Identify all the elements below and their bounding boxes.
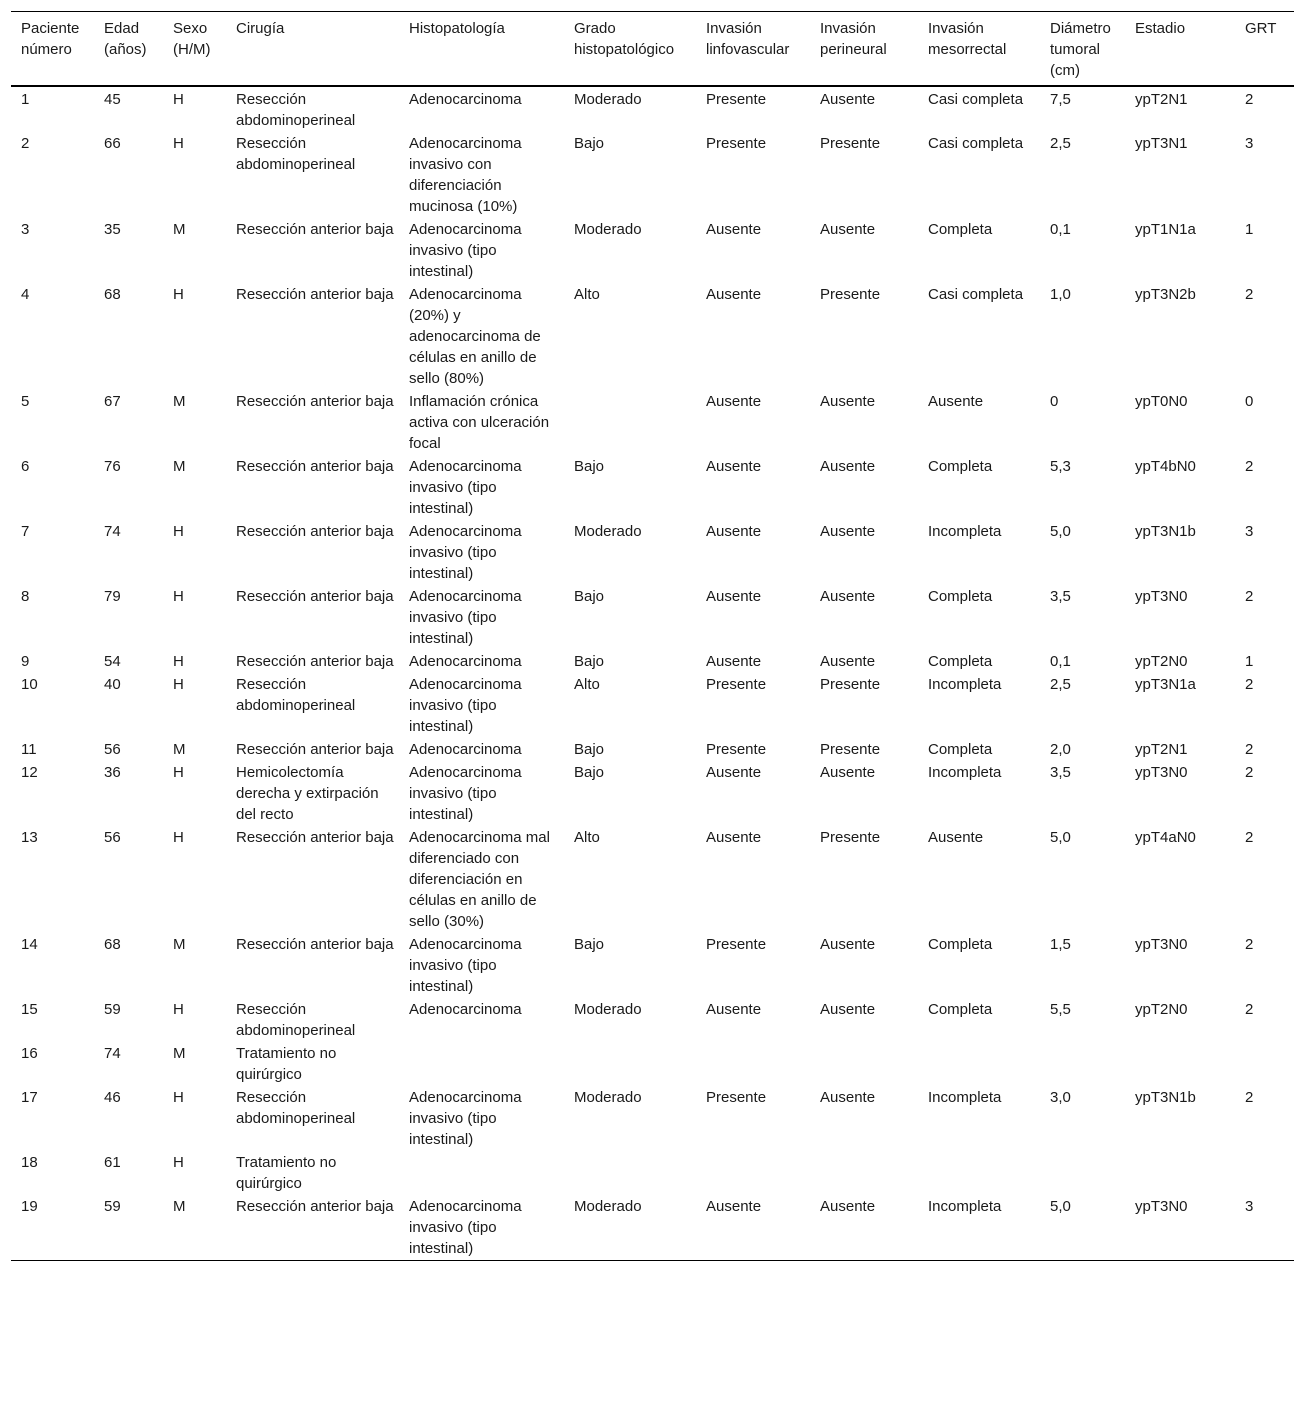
header-surgery: Cirugía xyxy=(236,20,285,37)
cell-grt: 2 xyxy=(1245,764,1254,781)
cell-stage xyxy=(1125,1042,1235,1086)
cell-tumor-diameter: 3,0 xyxy=(1050,1089,1071,1106)
table-body xyxy=(11,86,1294,1261)
table-row xyxy=(11,650,1294,673)
cell-sex: H xyxy=(173,286,184,303)
cell-lymphovascular: Ausente xyxy=(706,1001,762,1018)
cell-stage: ypT4bN0 xyxy=(1135,458,1196,475)
cell-histopathology: Inflamación crónica activa con ulceración focal xyxy=(409,393,550,452)
cell-histopathology: Adenocarcinoma invasivo (tipo intestinal) xyxy=(409,676,522,735)
cell-lymphovascular: Presente xyxy=(706,135,767,152)
table-row xyxy=(11,1086,1294,1151)
cell-lymphovascular: Ausente xyxy=(706,829,762,846)
cell-perineural: Ausente xyxy=(820,458,876,475)
cell-histo-grade: Moderado xyxy=(574,221,642,238)
cell-surgery: Resección anterior baja xyxy=(236,653,394,670)
cell-patient-number: 11 xyxy=(21,741,37,758)
cell-surgery: Resección anterior baja xyxy=(236,829,394,846)
cell-mesorectal: Incompleta xyxy=(928,1198,1002,1215)
cell-histo-grade: Bajo xyxy=(574,135,605,152)
cell-patient-number: 12 xyxy=(21,764,38,781)
cell-tumor-diameter: 5,3 xyxy=(1050,458,1071,475)
table-row xyxy=(11,673,1294,738)
cell-surgery: Resección abdominoperineal xyxy=(236,1089,356,1127)
header-histo-grade: Grado histopatológico xyxy=(574,20,675,58)
table-row xyxy=(11,283,1294,390)
cell-age: 74 xyxy=(104,523,121,540)
cell-mesorectal: Completa xyxy=(928,1001,993,1018)
cell-mesorectal: Incompleta xyxy=(928,1089,1002,1106)
table-row xyxy=(11,390,1294,455)
cell-surgery: Resección anterior baja xyxy=(236,458,394,475)
table-row xyxy=(11,998,1294,1042)
cell-histopathology: Adenocarcinoma invasivo (tipo intestinal) xyxy=(409,523,522,582)
cell-stage: ypT3N1b xyxy=(1135,523,1196,540)
header-patient-number: Paciente número xyxy=(21,20,80,58)
cell-stage xyxy=(1125,1151,1235,1195)
cell-surgery: Resección abdominoperineal xyxy=(236,1001,356,1039)
cell-grt xyxy=(1235,1042,1294,1086)
cell-tumor-diameter: 3,5 xyxy=(1050,764,1071,781)
cell-patient-number: 14 xyxy=(21,936,38,953)
cell-sex: H xyxy=(173,523,184,540)
cell-mesorectal: Casi completa xyxy=(928,135,1024,152)
cell-surgery: Resección anterior baja xyxy=(236,936,394,953)
cell-lymphovascular: Ausente xyxy=(706,1198,762,1215)
cell-patient-number: 17 xyxy=(21,1089,38,1106)
cell-sex: M xyxy=(173,458,186,475)
cell-stage: ypT3N0 xyxy=(1135,764,1188,781)
table-row xyxy=(11,585,1294,650)
cell-surgery: Resección abdominoperineal xyxy=(236,135,356,173)
cell-perineural xyxy=(810,1151,918,1195)
header-row xyxy=(11,12,1294,87)
cell-histo-grade: Bajo xyxy=(574,936,605,953)
cell-lymphovascular: Presente xyxy=(706,1089,767,1106)
cell-tumor-diameter xyxy=(1040,1151,1125,1195)
table-row xyxy=(11,1151,1294,1195)
cell-histopathology: Adenocarcinoma invasivo (tipo intestinal) xyxy=(409,221,522,280)
cell-mesorectal: Completa xyxy=(928,936,993,953)
cell-tumor-diameter: 0 xyxy=(1050,393,1059,410)
cell-sex: M xyxy=(173,741,186,758)
cell-patient-number: 15 xyxy=(21,1001,38,1018)
table-row xyxy=(11,933,1294,998)
cell-mesorectal: Completa xyxy=(928,221,993,238)
cell-tumor-diameter: 2,5 xyxy=(1050,676,1071,693)
header-perineural: Invasión perineural xyxy=(820,20,887,58)
cell-surgery: Resección anterior baja xyxy=(236,221,394,238)
cell-tumor-diameter: 3,5 xyxy=(1050,588,1071,605)
cell-mesorectal: Incompleta xyxy=(928,676,1002,693)
cell-age: 67 xyxy=(104,393,121,410)
cell-perineural: Ausente xyxy=(820,91,876,108)
cell-tumor-diameter: 5,0 xyxy=(1050,829,1071,846)
cell-surgery: Resección abdominoperineal xyxy=(236,91,356,129)
cell-grt: 3 xyxy=(1245,523,1254,540)
cell-perineural: Ausente xyxy=(820,221,876,238)
cell-histopathology: Adenocarcinoma xyxy=(409,1001,522,1018)
header-age: Edad (años) xyxy=(104,20,147,58)
cell-patient-number: 5 xyxy=(21,393,30,410)
header-lymphovascular: Invasión linfovascular xyxy=(706,20,790,58)
cell-surgery: Tratamiento no quirúrgico xyxy=(236,1045,337,1083)
header-histopathology: Histopatología xyxy=(409,20,505,37)
cell-age: 56 xyxy=(104,829,121,846)
table-row xyxy=(11,86,1294,132)
cell-grt: 1 xyxy=(1245,221,1254,238)
cell-histopathology: Adenocarcinoma invasivo (tipo intestinal) xyxy=(409,1198,522,1257)
cell-surgery: Resección anterior baja xyxy=(236,1198,394,1215)
cell-age: 59 xyxy=(104,1001,121,1018)
cell-mesorectal: Completa xyxy=(928,741,993,758)
cell-histo-grade xyxy=(564,390,696,455)
table-row xyxy=(11,1195,1294,1261)
cell-surgery: Hemicolectomía derecha y extirpación del recto xyxy=(236,764,379,823)
cell-histo-grade: Bajo xyxy=(574,458,605,475)
cell-perineural: Ausente xyxy=(820,1089,876,1106)
cell-stage: ypT2N0 xyxy=(1135,1001,1188,1018)
cell-histo-grade: Alto xyxy=(574,829,600,846)
cell-patient-number: 3 xyxy=(21,221,30,238)
cell-patient-number: 19 xyxy=(21,1198,38,1215)
cell-patient-number: 6 xyxy=(21,458,30,475)
cell-histopathology: Adenocarcinoma xyxy=(409,91,522,108)
cell-grt: 2 xyxy=(1245,829,1254,846)
cell-patient-number: 8 xyxy=(21,588,30,605)
cell-lymphovascular: Ausente xyxy=(706,221,762,238)
cell-perineural: Ausente xyxy=(820,653,876,670)
table-header xyxy=(11,12,1294,87)
table-row xyxy=(11,738,1294,761)
cell-grt: 2 xyxy=(1245,1089,1254,1106)
cell-histo-grade: Alto xyxy=(574,676,600,693)
cell-histopathology: Adenocarcinoma (20%) y adenocarcinoma de células en anillo de sello (80%) xyxy=(409,286,541,387)
cell-histopathology xyxy=(399,1042,564,1086)
cell-stage: ypT0N0 xyxy=(1135,393,1188,410)
header-grt: GRT xyxy=(1245,20,1277,37)
cell-tumor-diameter: 1,5 xyxy=(1050,936,1071,953)
cell-sex: H xyxy=(173,1154,184,1171)
cell-perineural xyxy=(810,1042,918,1086)
header-tumor-diameter: Diámetro tumoral (cm) xyxy=(1050,20,1111,79)
cell-stage: ypT3N0 xyxy=(1135,936,1188,953)
cell-tumor-diameter xyxy=(1040,1042,1125,1086)
cell-histo-grade: Bajo xyxy=(574,764,605,781)
cell-histo-grade: Moderado xyxy=(574,91,642,108)
cell-age: 66 xyxy=(104,135,121,152)
cell-stage: ypT2N0 xyxy=(1135,653,1188,670)
cell-histo-grade: Bajo xyxy=(574,741,605,758)
cell-grt: 0 xyxy=(1245,393,1254,410)
patient-table xyxy=(11,11,1294,1261)
cell-mesorectal: Completa xyxy=(928,653,993,670)
cell-stage: ypT1N1a xyxy=(1135,221,1196,238)
cell-tumor-diameter: 7,5 xyxy=(1050,91,1071,108)
cell-histopathology: Adenocarcinoma mal diferenciado con diferenciación en células en anillo de sello (30%) xyxy=(409,829,550,930)
cell-histopathology xyxy=(399,1151,564,1195)
cell-surgery: Resección anterior baja xyxy=(236,393,394,410)
cell-age: 46 xyxy=(104,1089,121,1106)
cell-sex: H xyxy=(173,653,184,670)
cell-tumor-diameter: 1,0 xyxy=(1050,286,1071,303)
cell-histo-grade: Bajo xyxy=(574,653,605,670)
cell-histopathology: Adenocarcinoma invasivo (tipo intestinal) xyxy=(409,458,522,517)
cell-perineural: Presente xyxy=(820,135,881,152)
cell-surgery: Tratamiento no quirúrgico xyxy=(236,1154,337,1192)
table-row xyxy=(11,761,1294,826)
cell-patient-number: 10 xyxy=(21,676,38,693)
cell-histopathology: Adenocarcinoma invasivo con diferenciación mucinosa (10%) xyxy=(409,135,522,215)
cell-grt: 3 xyxy=(1245,135,1254,152)
cell-perineural: Ausente xyxy=(820,588,876,605)
cell-perineural: Ausente xyxy=(820,1198,876,1215)
cell-age: 59 xyxy=(104,1198,121,1215)
cell-sex: M xyxy=(173,221,186,238)
cell-histo-grade: Moderado xyxy=(574,523,642,540)
cell-surgery: Resección abdominoperineal xyxy=(236,676,356,714)
cell-age: 45 xyxy=(104,91,121,108)
cell-sex: M xyxy=(173,1198,186,1215)
cell-stage: ypT3N0 xyxy=(1135,588,1188,605)
table-container xyxy=(11,11,1294,1261)
table-row xyxy=(11,455,1294,520)
cell-age: 36 xyxy=(104,764,121,781)
cell-grt: 2 xyxy=(1245,741,1254,758)
cell-lymphovascular: Ausente xyxy=(706,523,762,540)
table-row xyxy=(11,520,1294,585)
cell-tumor-diameter: 5,5 xyxy=(1050,1001,1071,1018)
cell-perineural: Presente xyxy=(820,829,881,846)
cell-stage: ypT3N1b xyxy=(1135,1089,1196,1106)
cell-age: 35 xyxy=(104,221,121,238)
cell-tumor-diameter: 0,1 xyxy=(1050,221,1071,238)
cell-histo-grade: Moderado xyxy=(574,1001,642,1018)
cell-histopathology: Adenocarcinoma invasivo (tipo intestinal) xyxy=(409,936,522,995)
cell-perineural: Ausente xyxy=(820,764,876,781)
cell-lymphovascular: Presente xyxy=(706,91,767,108)
header-sex: Sexo (H/M) xyxy=(173,20,211,58)
cell-sex: H xyxy=(173,764,184,781)
cell-histo-grade xyxy=(564,1151,696,1195)
cell-sex: H xyxy=(173,1089,184,1106)
cell-grt xyxy=(1235,1151,1294,1195)
cell-age: 68 xyxy=(104,286,121,303)
cell-patient-number: 2 xyxy=(21,135,30,152)
cell-tumor-diameter: 2,5 xyxy=(1050,135,1071,152)
cell-lymphovascular: Ausente xyxy=(706,764,762,781)
cell-lymphovascular: Presente xyxy=(706,936,767,953)
cell-age: 40 xyxy=(104,676,121,693)
cell-histo-grade: Moderado xyxy=(574,1089,642,1106)
cell-stage: ypT2N1 xyxy=(1135,741,1188,758)
cell-mesorectal xyxy=(918,1151,1040,1195)
cell-stage: ypT2N1 xyxy=(1135,91,1188,108)
cell-sex: H xyxy=(173,1001,184,1018)
cell-histopathology: Adenocarcinoma invasivo (tipo intestinal) xyxy=(409,1089,522,1148)
cell-patient-number: 7 xyxy=(21,523,30,540)
cell-perineural: Presente xyxy=(820,676,881,693)
cell-stage: ypT4aN0 xyxy=(1135,829,1196,846)
cell-age: 74 xyxy=(104,1045,121,1062)
cell-age: 54 xyxy=(104,653,121,670)
cell-grt: 1 xyxy=(1245,653,1254,670)
cell-grt: 2 xyxy=(1245,588,1254,605)
cell-histo-grade: Moderado xyxy=(574,1198,642,1215)
cell-sex: H xyxy=(173,588,184,605)
cell-histo-grade: Bajo xyxy=(574,588,605,605)
cell-stage: ypT3N1 xyxy=(1135,135,1188,152)
cell-mesorectal xyxy=(918,1042,1040,1086)
cell-age: 68 xyxy=(104,936,121,953)
table-row xyxy=(11,1042,1294,1086)
cell-mesorectal: Completa xyxy=(928,588,993,605)
cell-patient-number: 18 xyxy=(21,1154,38,1171)
cell-lymphovascular: Ausente xyxy=(706,458,762,475)
cell-mesorectal: Casi completa xyxy=(928,91,1024,108)
cell-patient-number: 16 xyxy=(21,1045,38,1062)
cell-patient-number: 9 xyxy=(21,653,30,670)
cell-tumor-diameter: 2,0 xyxy=(1050,741,1071,758)
cell-histo-grade xyxy=(564,1042,696,1086)
cell-stage: ypT3N2b xyxy=(1135,286,1196,303)
cell-grt: 3 xyxy=(1245,1198,1254,1215)
cell-grt: 2 xyxy=(1245,458,1254,475)
table-row xyxy=(11,826,1294,933)
cell-age: 61 xyxy=(104,1154,121,1171)
cell-sex: M xyxy=(173,936,186,953)
cell-mesorectal: Casi completa xyxy=(928,286,1024,303)
cell-sex: H xyxy=(173,829,184,846)
cell-sex: H xyxy=(173,676,184,693)
cell-histopathology: Adenocarcinoma invasivo (tipo intestinal) xyxy=(409,588,522,647)
cell-grt: 2 xyxy=(1245,676,1254,693)
cell-stage: ypT3N1a xyxy=(1135,676,1196,693)
cell-surgery: Resección anterior baja xyxy=(236,588,394,605)
cell-lymphovascular: Ausente xyxy=(706,588,762,605)
cell-tumor-diameter: 5,0 xyxy=(1050,1198,1071,1215)
cell-tumor-diameter: 0,1 xyxy=(1050,653,1071,670)
cell-lymphovascular xyxy=(696,1042,810,1086)
cell-mesorectal: Ausente xyxy=(928,393,984,410)
cell-grt: 2 xyxy=(1245,286,1254,303)
cell-mesorectal: Incompleta xyxy=(928,764,1002,781)
cell-perineural: Ausente xyxy=(820,523,876,540)
cell-perineural: Presente xyxy=(820,741,881,758)
cell-grt: 2 xyxy=(1245,936,1254,953)
cell-sex: M xyxy=(173,393,186,410)
cell-sex: H xyxy=(173,135,184,152)
header-mesorectal: Invasión mesorrectal xyxy=(928,20,1007,58)
cell-histopathology: Adenocarcinoma xyxy=(409,653,522,670)
cell-tumor-diameter: 5,0 xyxy=(1050,523,1071,540)
cell-lymphovascular: Presente xyxy=(706,676,767,693)
cell-sex: M xyxy=(173,1045,186,1062)
table-row xyxy=(11,132,1294,218)
cell-patient-number: 4 xyxy=(21,286,30,303)
cell-surgery: Resección anterior baja xyxy=(236,523,394,540)
cell-histo-grade: Alto xyxy=(574,286,600,303)
cell-lymphovascular: Ausente xyxy=(706,393,762,410)
cell-perineural: Presente xyxy=(820,286,881,303)
table-row xyxy=(11,218,1294,283)
cell-age: 79 xyxy=(104,588,121,605)
cell-age: 76 xyxy=(104,458,121,475)
cell-lymphovascular xyxy=(696,1151,810,1195)
cell-patient-number: 1 xyxy=(21,91,30,108)
cell-lymphovascular: Ausente xyxy=(706,653,762,670)
cell-lymphovascular: Ausente xyxy=(706,286,762,303)
cell-surgery: Resección anterior baja xyxy=(236,286,394,303)
cell-surgery: Resección anterior baja xyxy=(236,741,394,758)
cell-mesorectal: Completa xyxy=(928,458,993,475)
cell-grt: 2 xyxy=(1245,91,1254,108)
cell-perineural: Ausente xyxy=(820,936,876,953)
cell-age: 56 xyxy=(104,741,121,758)
cell-perineural: Ausente xyxy=(820,1001,876,1018)
cell-patient-number: 13 xyxy=(21,829,38,846)
header-stage: Estadio xyxy=(1135,20,1186,37)
cell-sex: H xyxy=(173,91,184,108)
cell-histopathology: Adenocarcinoma invasivo (tipo intestinal) xyxy=(409,764,522,823)
cell-perineural: Ausente xyxy=(820,393,876,410)
cell-lymphovascular: Presente xyxy=(706,741,767,758)
cell-mesorectal: Incompleta xyxy=(928,523,1002,540)
cell-histopathology: Adenocarcinoma xyxy=(409,741,522,758)
cell-mesorectal: Ausente xyxy=(928,829,984,846)
cell-grt: 2 xyxy=(1245,1001,1254,1018)
cell-stage: ypT3N0 xyxy=(1135,1198,1188,1215)
